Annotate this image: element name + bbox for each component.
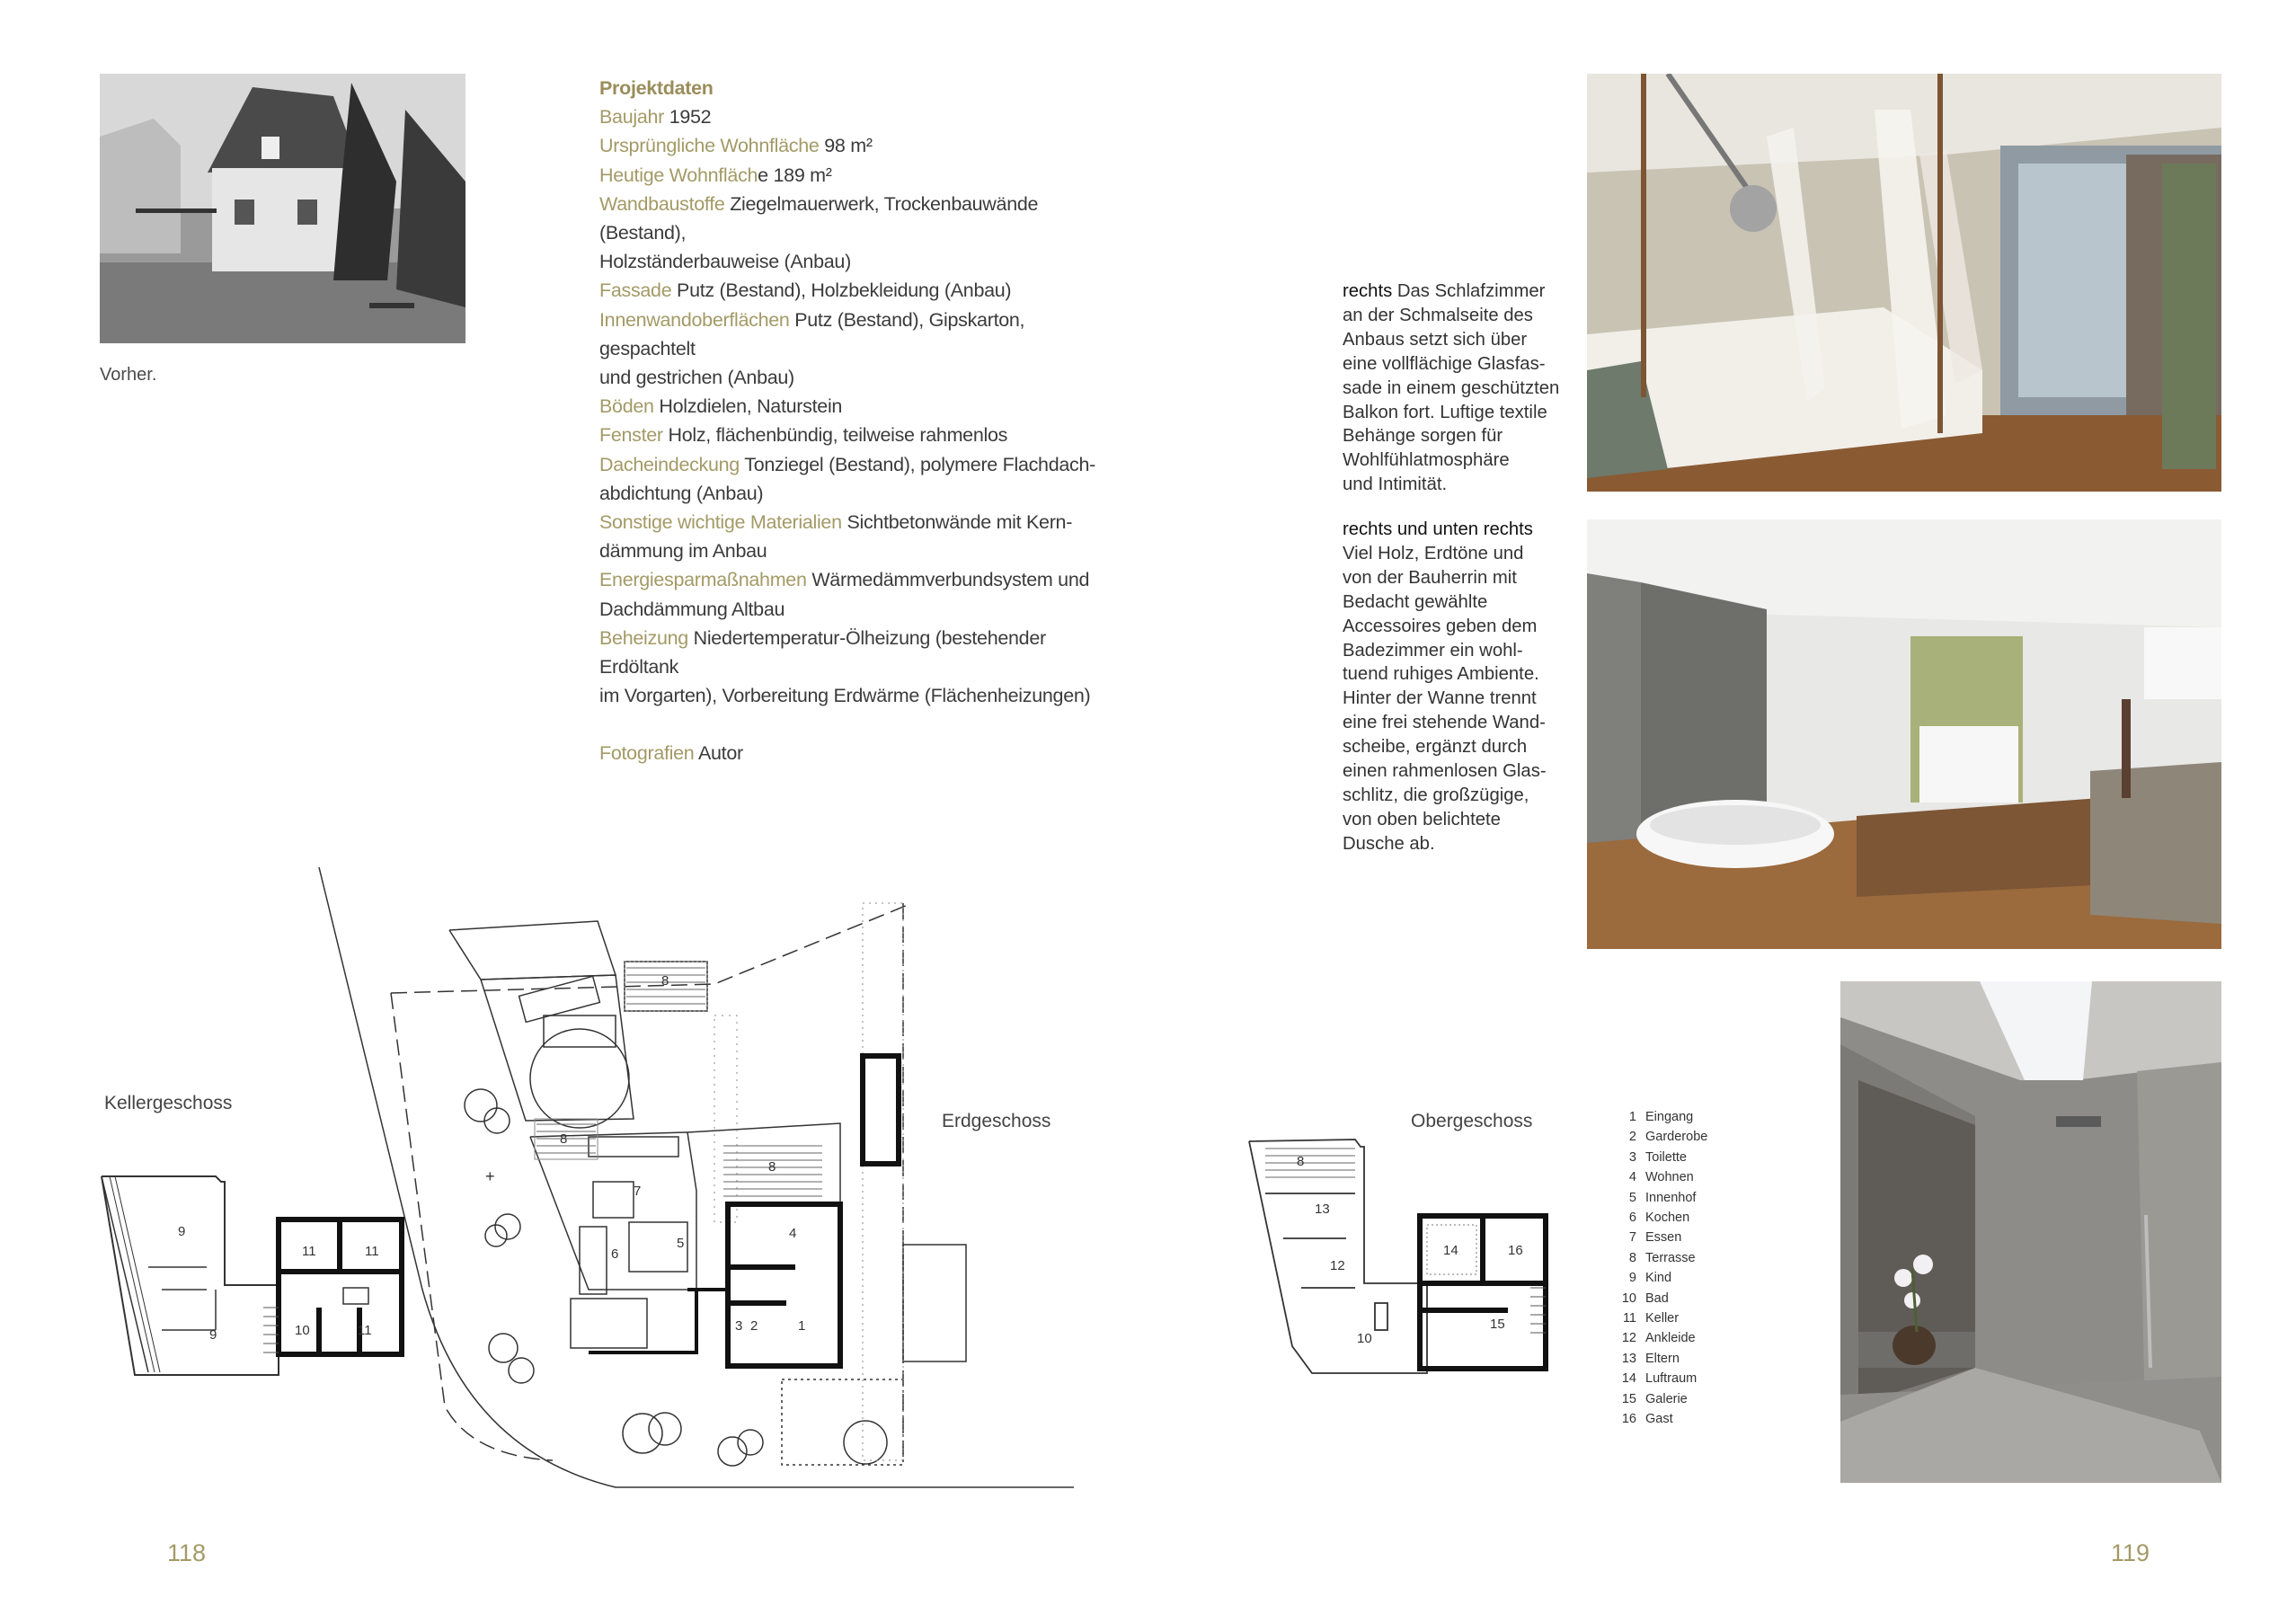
legend-item [1613,1409,1707,1429]
project-value: dämmung im Anbau [599,540,767,563]
project-key: Dacheindeckung [599,453,740,475]
project-key: Fenster [599,424,663,447]
project-row [599,363,1103,392]
legend-item [1613,1188,1707,1208]
project-data-heading: Projektdaten [599,77,714,99]
project-key: Energiesparmaßnahmen [599,569,807,591]
project-row [599,247,1103,276]
project-value: Tonziegel (Bestand), polymere Flachdach- [739,453,1095,475]
room-number: 4 [789,1226,797,1241]
legend-label: Luftraum [1645,1371,1698,1387]
project-key: Innenwandoberflächen [599,308,790,331]
plan-label-obergeschoss: Obergeschoss [1411,1111,1533,1131]
legend-item [1613,1389,1707,1409]
room-number: 7 [634,1184,642,1199]
legend-number: 5 [1628,1190,1636,1205]
room-number: 5 [677,1236,685,1251]
legend-label: Galerie [1645,1391,1688,1406]
caption-line: Dusche ab. [1343,833,1435,854]
project-row [599,450,1103,479]
legend-label: Keller [1645,1311,1680,1326]
floor-plan-obergeschoss [1247,1140,1562,1382]
legend-number: 6 [1628,1211,1636,1226]
legend-label: Kind [1645,1271,1672,1286]
room-number: 8 [1297,1154,1305,1169]
legend-number: 13 [1621,1351,1636,1366]
legend-number: 11 [1622,1311,1636,1326]
room-number: 6 [611,1246,619,1262]
project-key: Wandbaustoffe [599,192,725,215]
room-number: 8 [768,1159,776,1175]
project-row [599,190,1103,247]
legend-item [1613,1148,1707,1167]
project-row [599,537,1103,565]
room-number: 3 [735,1318,743,1334]
legend-number: 8 [1628,1250,1636,1265]
legend-number: 7 [1628,1230,1636,1246]
legend-item [1613,1289,1707,1308]
room-number: 1 [798,1318,806,1334]
legend-item [1613,1369,1707,1388]
caption-line: Das Schlafzimmer [1392,281,1546,301]
project-row [599,306,1103,363]
project-value: Putz (Bestand), Holzbekleidung (Anbau) [671,279,1012,302]
plan-label-erdgeschoss: Erdgeschoss [942,1111,1051,1131]
legend-item [1613,1127,1707,1147]
legend-label: Garderobe [1645,1130,1708,1145]
project-key: Sonstige wichtige Materialien [599,511,842,534]
room-number: 10 [1357,1331,1372,1346]
room-number: 8 [560,1131,568,1147]
project-value: Niedertemperatur-Ölheizung (bestehender Erdöltank [599,626,1046,678]
caption-bedroom-lead: rechts [1343,281,1393,301]
shower-photo [1840,981,2221,1483]
caption-line: eine vollflächige Glasfas- [1343,353,1546,374]
caption-line: einen rahmenlosen Glas- [1343,761,1547,782]
caption-line: von der Bauherrin mit [1343,567,1517,588]
legend-label: Gast [1645,1412,1673,1427]
legend-label: Essen [1645,1230,1682,1246]
legend-item [1613,1208,1707,1228]
room-number: 9 [209,1327,217,1343]
page-number-right: 119 [2111,1539,2150,1566]
project-value: Wärmedämmverbundsystem und [806,569,1090,591]
project-value: im Vorgarten), Vorbereitung Erdwärme (Flächenheizungen) [599,685,1091,707]
project-row [599,565,1103,594]
project-value: abdichtung (Anbau) [599,482,764,504]
project-value: e 189 m² [758,164,832,186]
before-photo [100,74,465,343]
room-legend [1613,1107,1707,1430]
caption-line: Balkon fort. Luftige textile [1343,402,1547,422]
project-value: Ziegelmauerwerk, Trockenbauwände (Bestand), [599,192,1039,244]
legend-label: Bad [1645,1290,1669,1306]
project-value: 98 m² [819,135,873,157]
room-number: 11 [302,1244,316,1259]
caption-bathroom-lead: rechts und unten rechts [1343,519,1533,539]
project-row [599,161,1103,190]
room-number: 10 [295,1323,310,1338]
project-key: Baujahr [599,106,665,129]
legend-label: Terrasse [1645,1250,1696,1265]
room-number: 13 [1315,1202,1330,1217]
caption-line: Bedacht gewählte [1343,591,1488,612]
project-key: Ursprüngliche Wohnfläche [599,135,820,157]
plan-label-kellergeschoss: Kellergeschoss [104,1093,233,1113]
caption-line: an der Schmalseite des [1343,305,1533,325]
legend-number: 1 [1628,1110,1636,1124]
project-row [599,508,1103,537]
room-number: 9 [178,1224,186,1239]
caption-line: eine frei stehende Wand- [1343,713,1546,733]
room-number: 2 [750,1318,758,1334]
bedroom-photo [1587,74,2221,492]
legend-number: 4 [1628,1170,1636,1185]
project-data [599,74,1103,768]
project-value: Holz, flächenbündig, teilweise rahmenlos [662,424,1008,447]
caption-line: Hinter der Wanne trennt [1343,688,1537,709]
caption-line: von oben belichtete [1343,809,1501,829]
legend-number: 10 [1621,1290,1636,1306]
project-row [599,131,1103,160]
legend-label: Wohnen [1645,1170,1694,1185]
caption-line: Anbaus setzt sich über [1343,329,1528,350]
legend-item [1613,1167,1707,1187]
caption-line: schlitz, die großzügige, [1343,785,1529,805]
caption-line: sade in einem geschützten [1343,377,1560,398]
legend-number: 14 [1621,1371,1636,1387]
room-number: 12 [1330,1258,1345,1273]
legend-label: Eingang [1645,1110,1694,1124]
project-key: Böden [599,395,654,418]
project-row [599,479,1103,508]
project-value: Autor [694,742,743,765]
project-row [599,392,1103,421]
project-value: Holzständerbauweise (Anbau) [599,251,851,273]
legend-item [1613,1349,1707,1369]
legend-item [1613,1268,1707,1288]
room-number: 15 [1490,1317,1505,1332]
project-key: Fassade [599,279,672,302]
legend-item [1613,1308,1707,1328]
legend-number: 9 [1628,1271,1636,1286]
project-value: Dachdämmung Altbau [599,598,785,620]
project-row-photos [599,739,1103,767]
caption-line: und Intimität. [1343,474,1448,495]
legend-label: Ankleide [1645,1331,1696,1346]
project-value: und gestrichen (Anbau) [599,367,794,389]
legend-number: 12 [1621,1331,1636,1346]
project-value: Holzdielen, Naturstein [653,395,843,418]
project-row [599,624,1103,681]
floor-plan-erdgeschoss [319,867,1074,1487]
bathroom-photo [1587,519,2221,949]
project-key: Heutige Wohnfläch [599,164,758,186]
caption-bedroom-text [1343,281,1559,494]
caption-bathroom [1343,518,1576,856]
caption-line: tuend ruhiges Ambiente. [1343,664,1539,685]
legend-item [1613,1248,1707,1268]
caption-line: Viel Holz, Erdtöne und [1343,543,1524,563]
legend-number: 2 [1628,1130,1636,1145]
svg-text:+: + [485,1167,495,1185]
project-row [599,681,1103,710]
caption-line: Badezimmer ein wohl- [1343,640,1523,661]
caption-line: Behänge sorgen für [1343,426,1503,447]
legend-label: Innenhof [1645,1190,1697,1205]
room-number: 11 [358,1323,372,1338]
room-number: 11 [365,1244,379,1259]
legend-label: Kochen [1645,1211,1690,1226]
room-number: 16 [1508,1243,1523,1258]
room-number: 14 [1443,1243,1458,1258]
caption-bedroom [1343,279,1576,497]
legend-label: Toilette [1645,1149,1687,1165]
project-value: 1952 [664,106,712,129]
caption-line: scheibe, ergänzt durch [1343,737,1528,758]
before-caption: Vorher. [100,365,157,385]
page-number-left: 118 [167,1539,207,1566]
room-number: 8 [661,973,669,989]
legend-number: 3 [1628,1149,1636,1165]
legend-number: 16 [1621,1412,1636,1427]
legend-number: 15 [1621,1391,1636,1406]
legend-item [1613,1107,1707,1127]
project-key: Fotografien [599,742,695,765]
project-row [599,421,1103,449]
caption-bathroom-text [1343,544,1547,854]
project-row [599,595,1103,624]
project-data-rows [599,102,1103,710]
legend-item [1613,1328,1707,1348]
legend-label: Eltern [1645,1351,1680,1366]
project-row [599,276,1103,305]
caption-line: Accessoires geben dem [1343,616,1538,636]
legend-item [1613,1228,1707,1247]
project-value: Putz (Bestand), Gipskarton, gespachtelt [599,308,1025,359]
project-key: Beheizung [599,626,688,649]
caption-line: Wohlfühlatmosphäre [1343,450,1510,471]
project-row [599,102,1103,131]
project-value: Sichtbetonwände mit Kern- [841,511,1073,534]
